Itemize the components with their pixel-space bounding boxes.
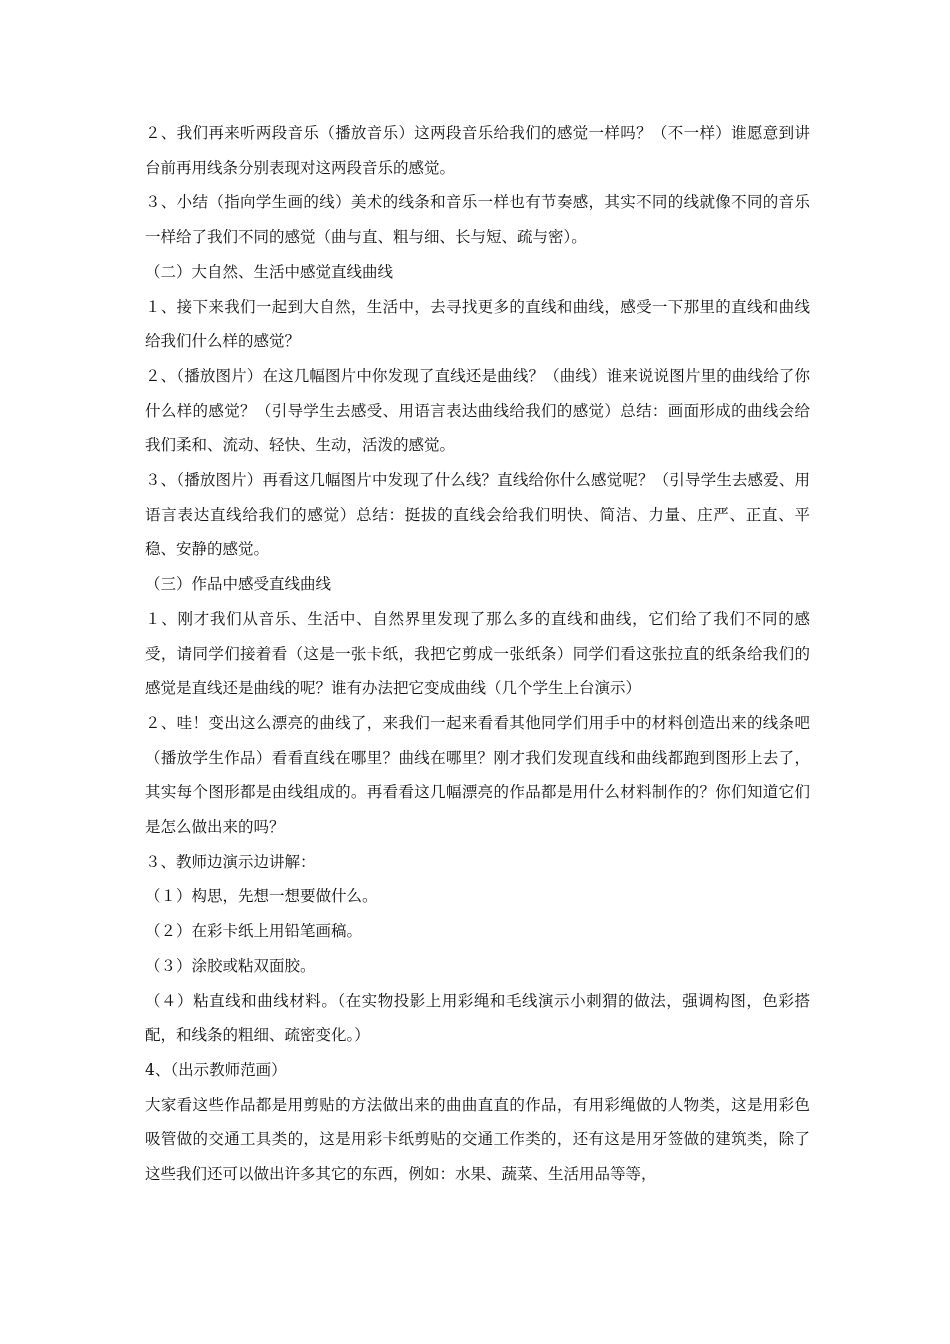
section-heading-nature: （二）大自然、生活中感觉直线曲线 (145, 262, 394, 281)
paragraph-student-works: ２、哇！变出这么漂亮的曲线了，来我们一起来看看其他同学们用手中的材料创造出来的线条吧（播放学生作品）看看直线在哪里？曲线在哪里？刚才我们发现直线和曲线都跑到图形上去了，其实每个图形都是由线组成的。再看看这几幅漂亮的作品都是用什么材料制作的？你们知道它们是怎么做出来的吗？ (145, 713, 810, 837)
paragraph-music-comparison: ２、我们再来听两段音乐（播放音乐）这两段音乐给我们的感觉一样吗？（不一样）谁愿意到讲台前再用线条分别表现对这两段音乐的感觉。 (145, 124, 810, 177)
step-4: （４）粘直线和曲线材料。（在实物投影上用彩绳和毛线演示小刺猬的做法，强调构图，色彩搭配，和线条的粗细、疏密变化。） (145, 991, 810, 1045)
section-heading-works: （三）作品中感受直线曲线 (145, 575, 332, 594)
paragraph-teacher-example: 4、（出示教师范画） (145, 1060, 287, 1079)
paragraph-teacher-demo: ３、教师边演示边讲解： (145, 852, 316, 871)
step-1: （１）构思，先想一想要做什么。 (145, 887, 378, 906)
paragraph-nature-intro: １、接下来我们一起到大自然，生活中，去寻找更多的直线和曲线，感受一下那里的直线和曲线给我们什么样的感觉？ (145, 297, 810, 351)
step-3: （３）涂胶或粘双面胶。 (145, 956, 316, 975)
paragraph-paper-strip: １、刚才我们从音乐、生活中、自然界里发现了那么多的直线和曲线，它们给了我们不同的感受，请同学们接着看（这是一张卡纸，我把它剪成一张纸条）同学们看这张拉直的纸条给我们的感觉是直线还是曲线的呢？谁有办法把它变成曲线（几个学生上台演示） (145, 609, 810, 698)
paragraph-straight-pictures: ３、（播放图片）再看这几幅图片中发现了什么线？直线给你什么感觉呢？（引导学生去感爱、用语言表达直线给我们的感觉）总结：挺拔的直线会给我们明快、简洁、力量、庄严、正直、平稳、安静的感觉。 (145, 471, 810, 559)
paragraph-summary-lines: ３、小结（指向学生画的线）美术的线条和音乐一样也有节奏感，其实不同的线就像不同的音乐一样给了我们不同的感觉（曲与直、粗与细、长与短、疏与密）。 (145, 193, 810, 247)
document-body (145, 116, 810, 1192)
paragraph-curve-pictures: ２、（播放图片）在这几幅图片中你发现了直线还是曲线？（曲线）谁来说说图片里的曲线给了你什么样的感觉？（引导学生去感受、用语言表达曲线给我们的感觉）总结：画面形成的曲线会给我们柔和、流动、轻快、生动，活泼的感觉。 (145, 366, 810, 455)
step-2: （２）在彩卡纸上用铅笔画稿。 (145, 922, 363, 941)
paragraph-works-description: 大家看这些作品都是用剪贴的方法做出来的曲曲直直的作品，有用彩绳做的人物类，这是用彩色吸管做的交通工具类的，这是用彩卡纸剪贴的交通工作类的，还有这是用牙签做的建筑类，除了这些我们还可以做出许多其它的东西，例如：水果、蔬菜、生活用品等等， (145, 1095, 810, 1184)
